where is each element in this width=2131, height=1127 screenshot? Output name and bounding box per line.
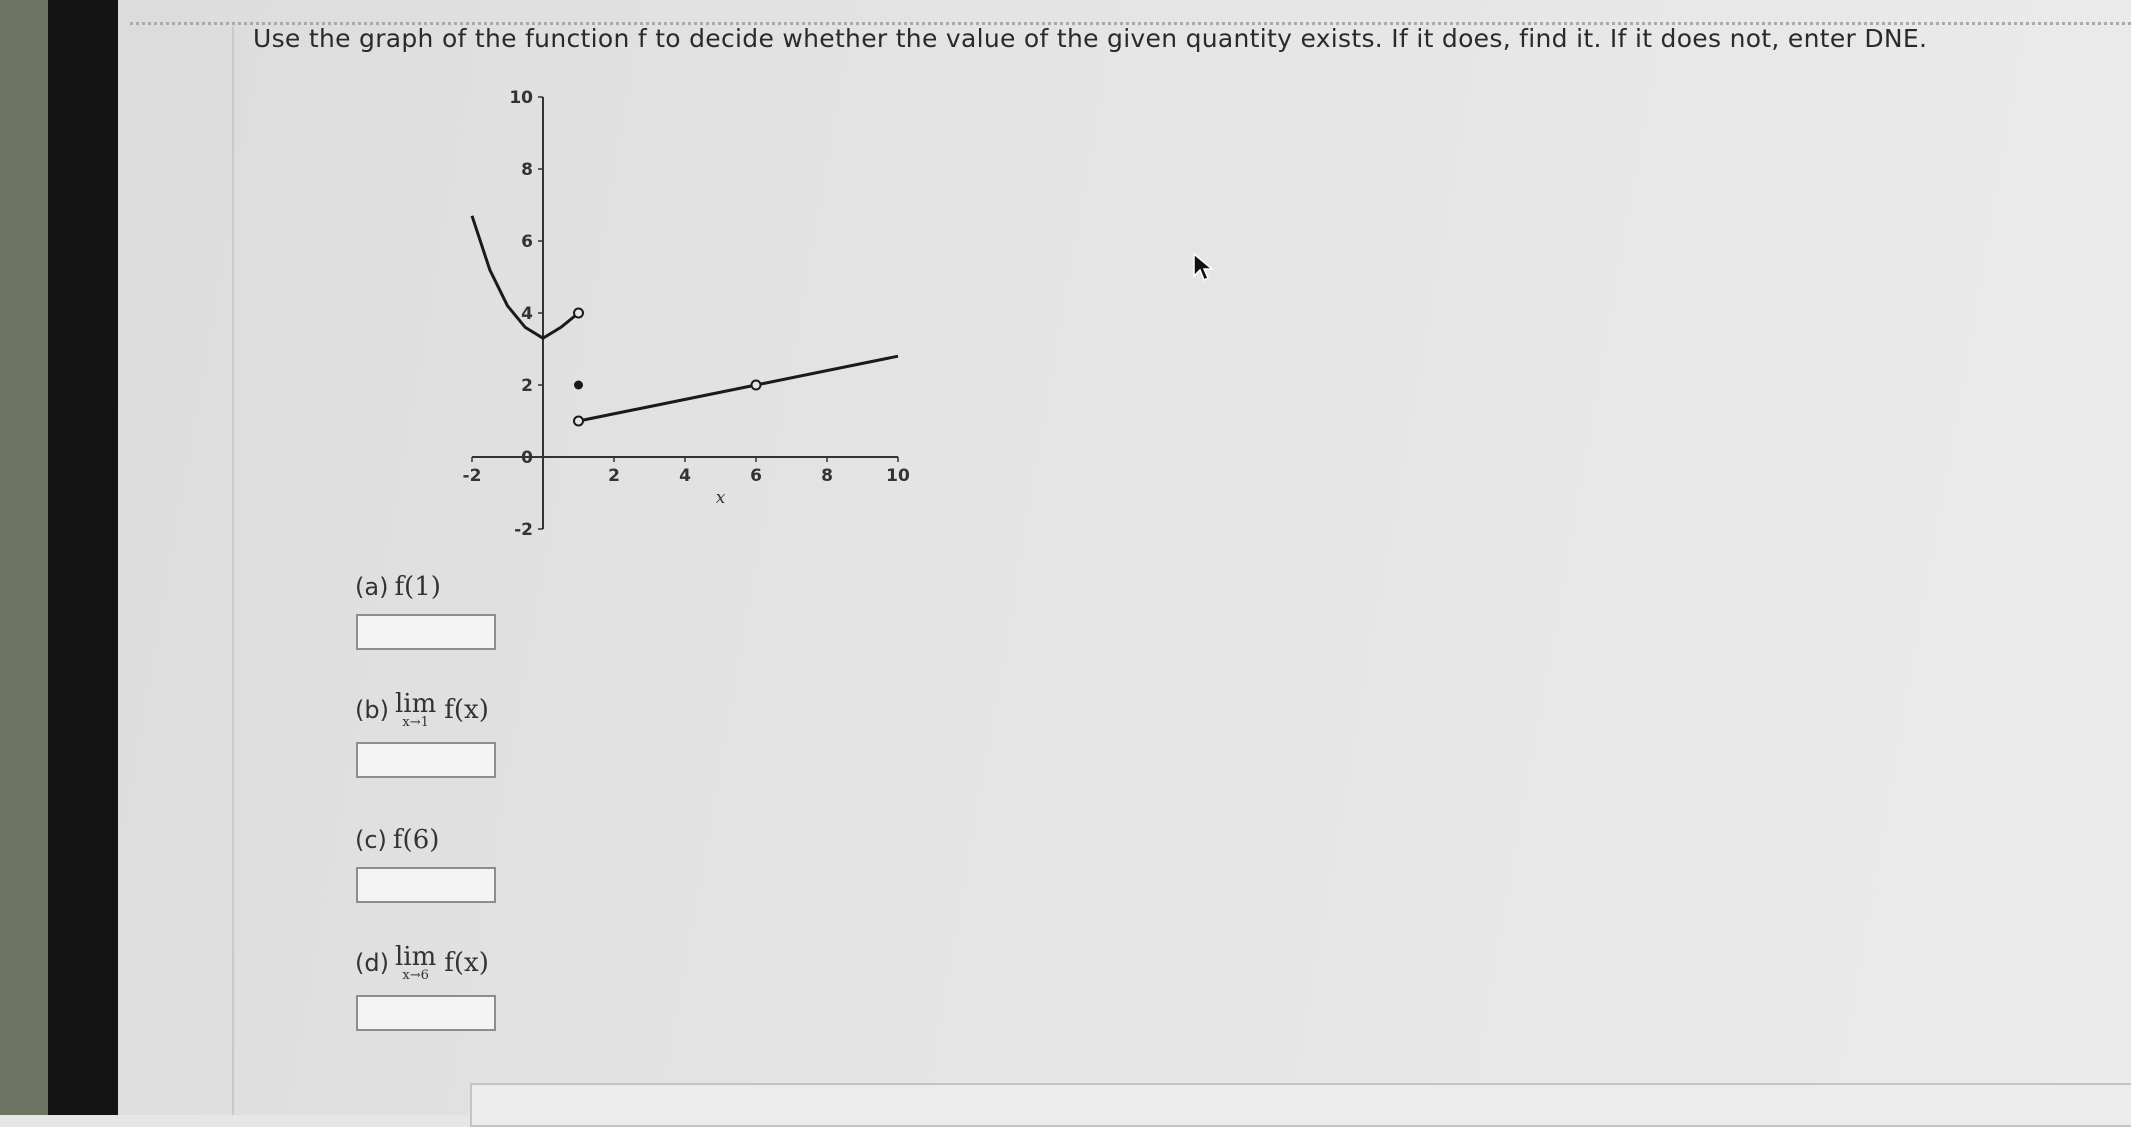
part-b-limit bbox=[394, 689, 437, 730]
open-point bbox=[752, 381, 761, 390]
x-tick-label: 4 bbox=[679, 466, 691, 486]
y-tick-label: 0 bbox=[521, 448, 533, 468]
part-d-lim-word: lim bbox=[394, 942, 437, 972]
y-tick-label: 2 bbox=[521, 376, 533, 396]
question-text: Use the graph of the function f to decide whether the value of the given quantity exists. If it does, find it. If it does not, enter DNE. bbox=[253, 24, 1928, 53]
x-tick-label: 10 bbox=[886, 466, 910, 486]
part-c bbox=[355, 825, 496, 903]
part-d-lim-sub: x→6 bbox=[402, 968, 429, 983]
part-b bbox=[355, 689, 496, 778]
part-d-letter: (d) bbox=[355, 949, 389, 977]
part-a bbox=[355, 572, 496, 650]
series-line-2 bbox=[579, 356, 899, 421]
part-a-label bbox=[355, 572, 496, 602]
x-axis-label: x bbox=[715, 488, 726, 508]
y-tick-label: 8 bbox=[521, 160, 533, 180]
monitor-bezel-dark bbox=[48, 0, 118, 1115]
part-a-letter: (a) bbox=[355, 573, 389, 601]
part-b-lim-word: lim bbox=[394, 689, 437, 719]
filled-point bbox=[574, 381, 583, 390]
part-d-limit bbox=[394, 942, 437, 983]
y-tick-label: 4 bbox=[521, 304, 533, 324]
x-tick-label: 8 bbox=[821, 466, 833, 486]
part-b-letter: (b) bbox=[355, 696, 389, 724]
y-tick-label: 6 bbox=[521, 232, 533, 252]
part-d-expression: f(x) bbox=[444, 948, 489, 978]
mouse-pointer-icon bbox=[1192, 252, 1214, 282]
answer-input-d[interactable] bbox=[356, 995, 496, 1031]
bottom-input-area[interactable] bbox=[470, 1083, 2131, 1127]
y-tick-label: -2 bbox=[514, 520, 533, 540]
part-b-lim-sub: x→1 bbox=[402, 715, 429, 730]
answer-input-a[interactable] bbox=[356, 614, 496, 650]
x-tick-label: -2 bbox=[462, 466, 482, 486]
part-c-letter: (c) bbox=[355, 826, 387, 854]
answer-input-b[interactable] bbox=[356, 742, 496, 778]
part-c-expression: f(6) bbox=[392, 825, 440, 855]
part-d-label bbox=[355, 942, 496, 983]
open-point bbox=[574, 417, 583, 426]
answer-input-c[interactable] bbox=[356, 867, 496, 903]
y-tick-label: 10 bbox=[509, 88, 533, 108]
part-b-label bbox=[355, 689, 496, 730]
x-tick-label: 6 bbox=[750, 466, 762, 486]
function-graph bbox=[420, 80, 920, 550]
content-border bbox=[232, 26, 234, 1115]
open-point bbox=[574, 309, 583, 318]
part-b-expression: f(x) bbox=[444, 695, 489, 725]
x-tick-label: 2 bbox=[608, 466, 620, 486]
monitor-bezel-left bbox=[0, 0, 48, 1115]
part-a-expression: f(1) bbox=[394, 572, 441, 602]
part-d bbox=[355, 942, 496, 1031]
part-c-label bbox=[355, 825, 496, 855]
